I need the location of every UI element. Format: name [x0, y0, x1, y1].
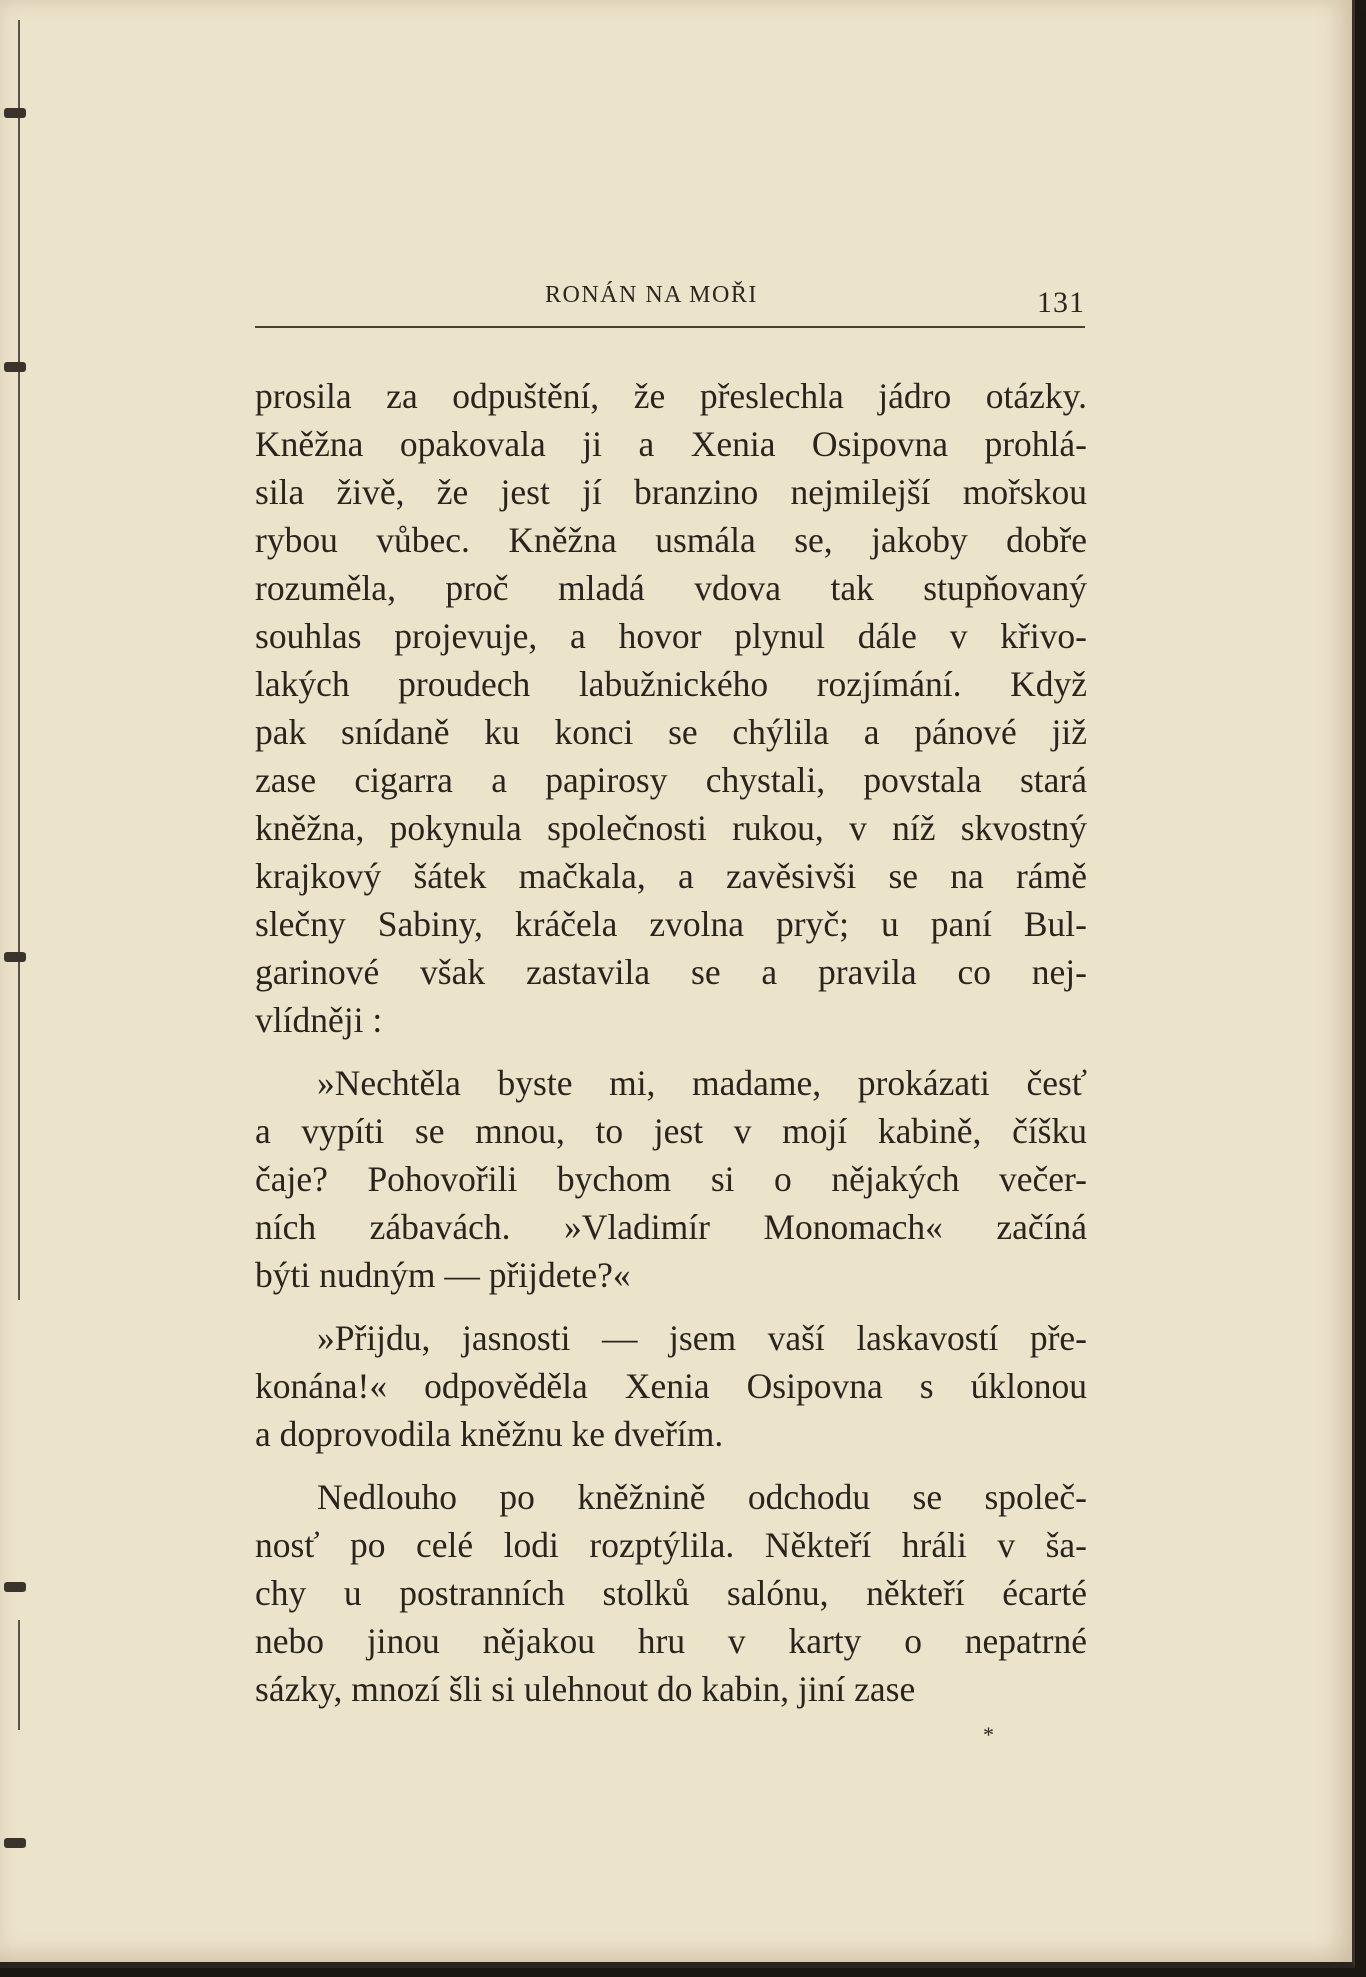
- text-line: sázky, mnozí šli si ulehnout do kabin, jiní zase: [255, 1669, 916, 1709]
- text-line: ních zábavách. »Vladimír Monomach« začíná: [255, 1207, 1087, 1247]
- text-line: sila živě, že jest jí branzino nejmilejší mořskou: [255, 472, 1087, 512]
- binding-thread-mark: [4, 1582, 26, 1592]
- text-line: a vypíti se mnou, to jest v mojí kabině, číšku: [255, 1111, 1087, 1151]
- binding-thread-mark: [4, 362, 26, 372]
- header-rule: [255, 326, 1085, 328]
- text-line: garinové však zastavila se a pravila co nej-: [255, 952, 1087, 992]
- text-line: zase cigarra a papirosy chystali, povstala stará: [255, 760, 1087, 800]
- page-number: 131: [1037, 286, 1085, 319]
- text-line: pak snídaně ku konci se chýlila a pánové již: [255, 712, 1087, 752]
- text-line: čaje? Pohovořili bychom si o nějakých večer-: [255, 1159, 1087, 1199]
- binding-thread-mark: [4, 952, 26, 962]
- text-line: Nedlouho po kněžnině odchodu se společ-: [317, 1477, 1087, 1517]
- binding-thread-mark: [4, 1838, 26, 1848]
- text-line: nosť po celé lodi rozptýlila. Někteří hráli v ša-: [255, 1525, 1087, 1565]
- text-line: chy u postranních stolků salónu, někteří écarté: [255, 1573, 1087, 1613]
- paragraph: [255, 1059, 1087, 1299]
- paragraph: [255, 372, 1087, 1044]
- binding-edge-lower: [18, 1620, 20, 1730]
- text-line: vlídněji :: [255, 1000, 383, 1040]
- body-text: [255, 372, 1087, 1713]
- text-line: a doprovodila kněžnu ke dveřím.: [255, 1414, 724, 1454]
- text-line: slečny Sabiny, kráčela zvolna pryč; u paní Bul-: [255, 904, 1087, 944]
- text-line: »Přijdu, jasnosti — jsem vaší laskavostí pře-: [317, 1318, 1087, 1358]
- binding-edge: [18, 20, 20, 1300]
- running-title: RONÁN NA MOŘI: [545, 282, 758, 308]
- paragraph: [255, 1314, 1087, 1458]
- text-line: prosila za odpuštění, že přeslechla jádro otázky.: [255, 376, 1087, 416]
- text-line: souhlas projevuje, a hovor plynul dále v křivo-: [255, 616, 1087, 656]
- text-line: konána!« odpověděla Xenia Osipovna s úklonou: [255, 1366, 1087, 1406]
- text-line: Kněžna opakovala ji a Xenia Osipovna prohlá-: [255, 424, 1087, 464]
- text-line: kněžna, pokynula společnosti rukou, v níž skvostný: [255, 808, 1087, 848]
- signature-mark: *: [983, 1722, 994, 1747]
- text-line: rybou vůbec. Kněžna usmála se, jakoby dobře: [255, 520, 1087, 560]
- text-line: lakých proudech labužnického rozjímání. Když: [255, 664, 1087, 704]
- text-line: býti nudným — přijdete?«: [255, 1255, 631, 1295]
- running-head: [255, 278, 1085, 330]
- text-line: nebo jinou nějakou hru v karty o nepatrné: [255, 1621, 1087, 1661]
- binding-thread-mark: [4, 108, 26, 118]
- text-line: rozuměla, proč mladá vdova tak stupňovaný: [255, 568, 1087, 608]
- paragraph: [255, 1473, 1087, 1713]
- text-line: krajkový šátek mačkala, a zavěsivši se na rámě: [255, 856, 1087, 896]
- text-line: »Nechtěla byste mi, madame, prokázati česť: [317, 1063, 1087, 1103]
